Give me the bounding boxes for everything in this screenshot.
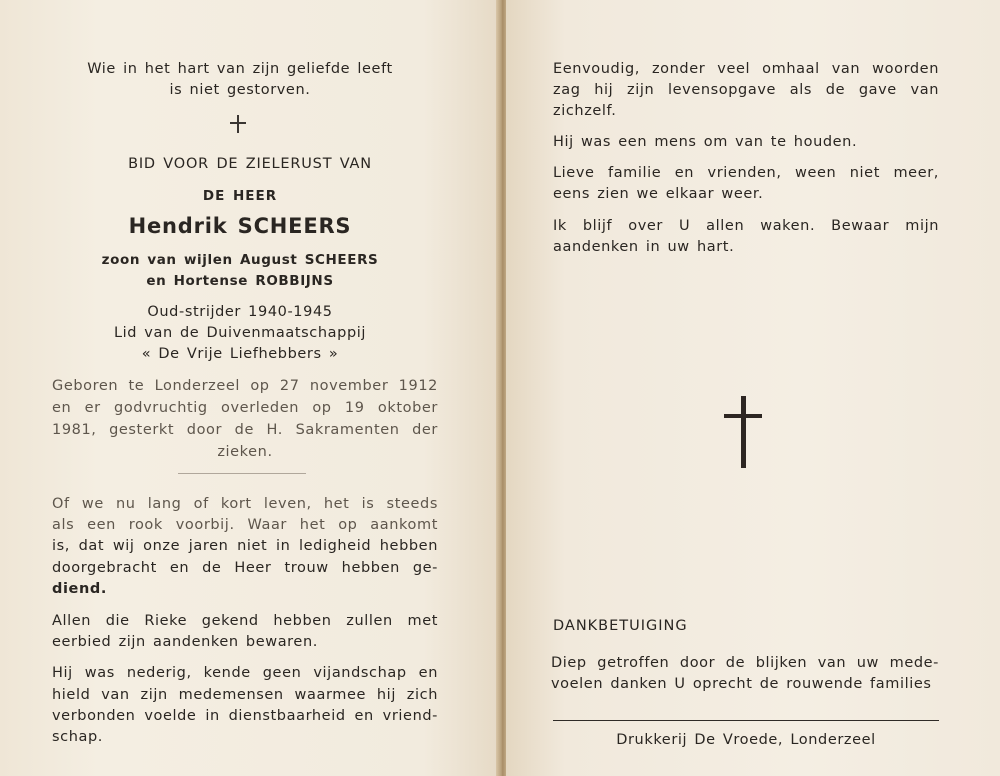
deceased-name: Hendrik SCHEERS (128, 214, 352, 238)
verse4-line-2: aandenken in uw hart. (553, 239, 735, 255)
paragraph1-line-4: doorgebracht en de Heer trouw hebben ge- (52, 560, 438, 576)
verse2-line-1: Hij was een mens om van te houden. (553, 134, 858, 150)
paragraph1-line-5: diend. (52, 581, 107, 597)
thanks-heading: DANKBETUIGING (553, 618, 688, 634)
birth-line-3: 1981, gesterkt door de H. Sakramenten der (52, 422, 438, 438)
birth-line-1: Geboren te Londerzeel op 27 november 1912 (52, 378, 438, 394)
honorific: DE HEER (202, 188, 278, 204)
paragraph1-line-2: als een rook voorbij. Waar het op aankomt (52, 517, 438, 533)
thanks-line-2: voelen danken U oprecht de rouwende families (551, 676, 932, 692)
divider-rule (178, 473, 306, 474)
paragraph3-line-4: schap. (52, 729, 104, 745)
paragraph1-line-1: Of we nu lang of kort leven, het is steeds (52, 496, 438, 512)
motto-line-2: is niet gestorven. (169, 82, 311, 98)
right-page (506, 0, 1000, 776)
role-line-1: Oud-strijder 1940-1945 (147, 304, 333, 320)
verse1-line-3: zichzelf. (553, 103, 617, 119)
left-page (0, 0, 498, 776)
parents-line-2: en Hortense ROBBIJNS (146, 273, 334, 289)
motto-line-1: Wie in het hart van zijn geliefde leeft (87, 61, 393, 77)
paragraph2-line-1: Allen die Rieke gekend hebben zullen met (52, 613, 438, 629)
birth-line-4: zieken. (217, 444, 273, 460)
prayer-heading: BID VOOR DE ZIELERUST VAN (128, 156, 372, 172)
role-line-3: « De Vrije Liefhebbers » (141, 346, 339, 362)
paragraph2-line-2: eerbied zijn aandenken bewaren. (52, 634, 318, 650)
paragraph3-line-3: verbonden voelde in dienstbaarheid en vriend- (52, 708, 438, 724)
role-line-2: Lid van de Duivenmaatschappij (113, 325, 367, 341)
verse1-line-1: Eenvoudig, zonder veel omhaal van woorden (553, 61, 939, 77)
printer-rule (553, 720, 939, 721)
parents-line-1: zoon van wijlen August SCHEERS (101, 252, 379, 268)
verse3-line-1: Lieve familie en vrienden, ween niet meer, (553, 165, 939, 181)
paragraph3-line-2: hield van zijn medemensen waarmee hij zich (52, 687, 438, 703)
small-cross-icon (229, 115, 247, 133)
verse4-line-1: Ik blijf over U allen waken. Bewaar mijn (553, 218, 939, 234)
printer-credit: Drukkerij De Vroede, Londerzeel (616, 732, 876, 748)
latin-cross-icon (724, 396, 762, 468)
thanks-line-1: Diep getroffen door de blijken van uw mede- (551, 655, 939, 671)
paragraph1-line-3: is, dat wij onze jaren niet in ledigheid hebben (52, 538, 438, 554)
verse3-line-2: eens zien we elkaar weer. (553, 186, 764, 202)
birth-line-2: en er godvruchtig overleden op 19 oktober (52, 400, 438, 416)
verse1-line-2: zag hij zijn levensopgave als de gave van (553, 82, 939, 98)
paragraph3-line-1: Hij was nederig, kende geen vijandschap en (52, 665, 438, 681)
